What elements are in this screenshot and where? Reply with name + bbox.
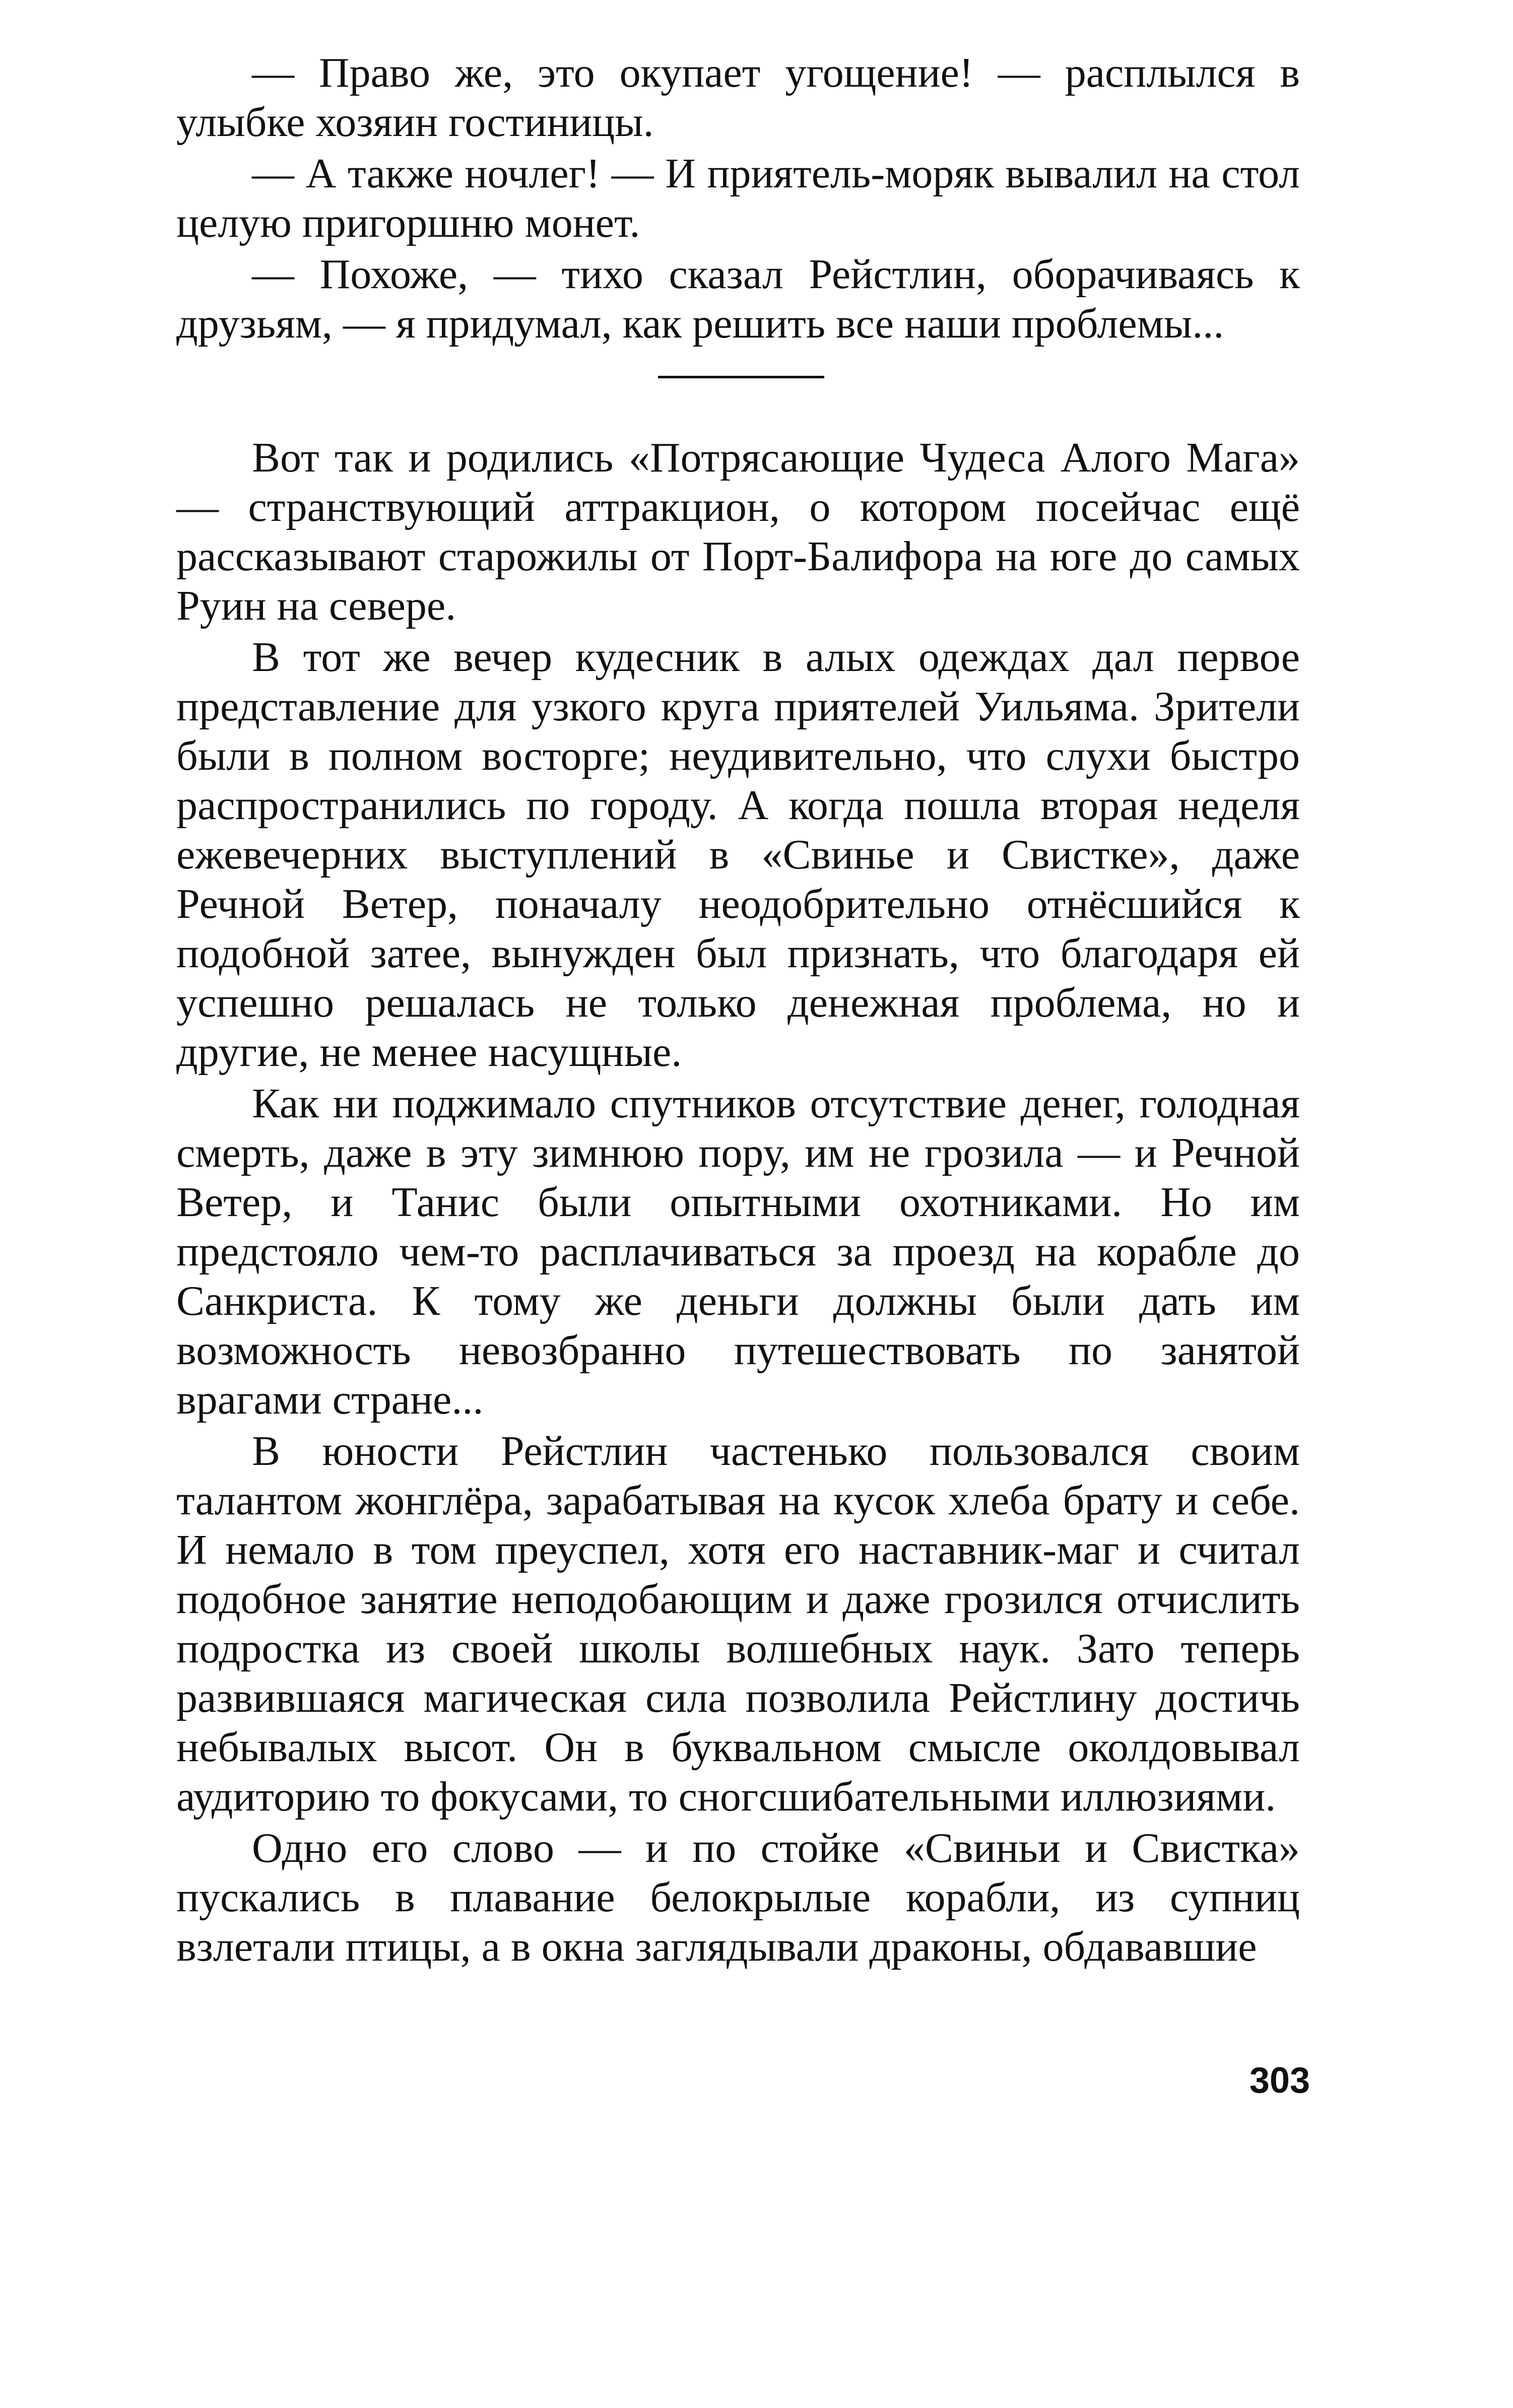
narrative-paragraph: Вот так и родились «Потрясающие Чудеса Алого Мага» — странствующий аттракцион, о котором посейчас ещё рассказывают старожилы от Порт-Балифора на юге до самых Руин на севере. [176, 434, 1300, 629]
page-number: 303 [1249, 2060, 1310, 2101]
narrative-paragraph: В юности Рейстлин частенько пользовался своим талантом жонглёра, зарабатывая на кусок хлеба брату и себе. И немало в том преуспел, хотя его наставник-маг и считал подобное занятие неподобающим и даже грозился отчислить подростка из своей школы волшебных наук. Зато теперь развившаяся магическая сила позволила Рейстлину достичь небывалых высот. Он в буквальном смысле околдовывал аудиторию то фокусами, то сногсшибательными иллюзиями. [176, 1428, 1300, 1820]
dialogue-paragraph: — Похоже, — тихо сказал Рейстлин, оборачиваясь к друзьям, — я придумал, как решить все наши проблемы... [176, 251, 1300, 347]
section-separator [658, 376, 824, 378]
narrative-paragraph: В тот же вечер кудесник в алых одеждах дал первое представление для узкого круга приятелей Уильяма. Зрители были в полном восторге; неудивительно, что слухи быстро распространились по городу. А когда пошла вторая неделя ежевечерних выступлений в «Свинье и Свистке», даже Речной Ветер, поначалу неодобрительно отнёсшийся к подобной затее, вынужден был признать, что благодаря ей успешно решалась не только денежная проблема, но и другие, не менее насущные. [176, 634, 1300, 1076]
dialogue-section [176, 48, 1300, 349]
narrative-paragraph: Как ни поджимало спутников отсутствие денег, голодная смерть, даже в эту зимнюю пору, им не грозила — и Речной Ветер, и Танис были опытными охотниками. Но им предстояло чем-то расплачиваться за проезд на корабле до Санкриста. К тому же деньги должны были дать им возможность невозбранно путешествовать по занятой врагами стране... [176, 1080, 1300, 1423]
narrative-section [176, 433, 1300, 1972]
narrative-paragraph: Одно его слово — и по стойке «Свиньи и Свистка» пускались в плавание белокрылые корабли, из супниц взлетали птицы, а в окна заглядывали драконы, обдававшие [176, 1825, 1300, 1970]
dialogue-paragraph: — А также ночлег! — И приятель-моряк вывалил на стол целую пригоршню монет. [176, 150, 1300, 246]
dialogue-paragraph: — Право же, это окупает угощение! — расплылся в улыбке хозяин гостиницы. [176, 49, 1300, 146]
